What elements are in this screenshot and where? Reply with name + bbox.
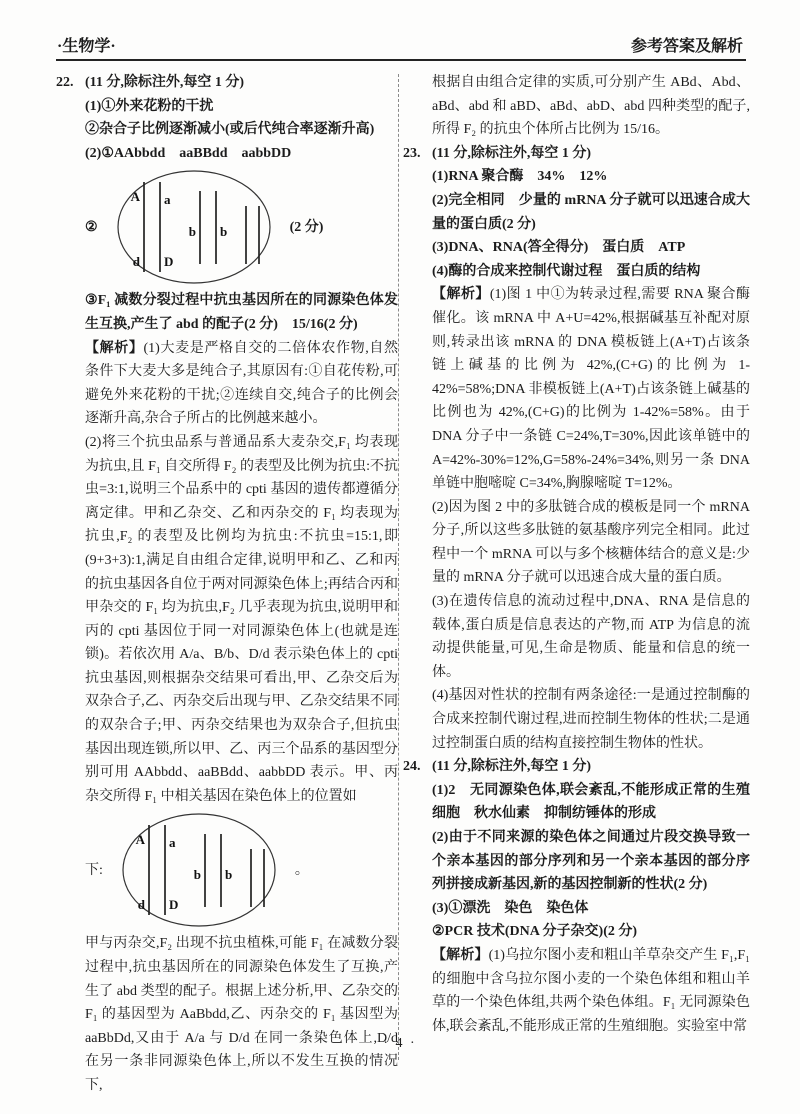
gene-label: a xyxy=(168,835,176,851)
analysis-paragraph: (4)基因对性状的控制有两条途径:一是通过控制酶的合成来控制代谢过程,进而控制生物体的性状;二是通过控制蛋白质的结构直接控制生物体的性状。 xyxy=(432,688,750,751)
gene-label: b xyxy=(224,867,233,883)
analysis-paragraph: (2)将三个抗虫品系与普通品系大麦杂交,F₁ 均表现为抗虫,且 F₁ 自交所得 F₂ 的表型及比例为抗虫:不抗虫=3:1,说明三个品系中的 cpti 基因的遗传都遵循分离定律。甲和乙杂交、乙和丙杂交的 F₁ 均表现为抗虫,F₂ 的表型及比例均为抗虫:不抗虫=15:1,即(9+3+3):1,满足自由组合定律,说明甲和乙、乙和丙的抗虫基因各自位于两对同源染色体上;再结合丙和甲杂交的 F₁ 均为抗虫,F₂ 几乎表现为抗虫,说明甲和丙的 cpti 基因位于同一对同源染色体上(也就是连锁)。若依次用 A/a、B/b、D/d 表示染色体上的 cpti 抗虫基因,则根据杂交结果可看出,甲、乙杂交后为双杂合子,乙、丙杂交后出现与甲、乙杂交结果不同的双杂合子;甲、丙杂交结果也为双杂合子,但抗虫基因出现连锁,所以甲、乙、丙三个品系的基因型分别可用 AAbbdd、aaBBdd、aabbDD 表示。甲、丙杂交所得 F₁ 中相关基因在染色体上的位置如 xyxy=(85,434,398,804)
page-footer xyxy=(0,1036,800,1052)
answer-line: (2)由于不同来源的染色体之间通过片段交换导致一个亲本基因的部分序列和另一个亲本基因的部分序列拼接成新基因,新的基因控制新的性状(2 分) xyxy=(432,830,750,893)
gene-label: a xyxy=(163,192,171,208)
answer-line: (2)①AAbbdd aaBBdd aabbDD xyxy=(85,145,292,161)
analysis-tag: 【解析】 xyxy=(432,947,489,963)
gene-label: b xyxy=(219,224,227,240)
answer-line: ②PCR 技术(DNA 分子杂交)(2 分) xyxy=(432,924,638,940)
analysis-paragraph: (2)因为图 2 中的多肽链合成的模板是同一个 mRNA 分子,所以这些多肽链的氨基酸序列完全相同。此过程中一个 mRNA 可以与多个核糖体结合的意义是:少量的 mRNA 分子就可以迅速合成大量的蛋白质。 xyxy=(432,499,750,586)
answer-line: (1)①外来花粉的干扰 xyxy=(85,98,214,114)
question-number: 24. xyxy=(403,759,421,775)
analysis-paragraph xyxy=(432,944,750,1038)
question-23-heading xyxy=(403,142,750,166)
gene-label: D xyxy=(168,897,179,913)
answer-line: (4)酶的合成来控制代谢过程 蛋白质的结构 xyxy=(432,263,701,279)
analysis-tag: 【解析】 xyxy=(85,340,144,356)
right-column xyxy=(403,71,750,1098)
diagram-score-label: (2 分) xyxy=(289,219,324,235)
cell-diagram-svg xyxy=(105,811,293,929)
score-note: (11 分,除标注外,每空 1 分) xyxy=(85,75,245,90)
gene-label: b xyxy=(193,867,201,883)
diagram-suffix: 。 xyxy=(294,862,309,878)
analysis-text: (1)乌拉尔图小麦和粗山羊草杂交产生 F₁,F₁ 的细胞中含乌拉尔图小麦的一个染色体组和粗山羊草的一个染色体组,共两个染色体组。F₁ 无同源染色体,联会紊乱,不能形成正常的生殖细胞。实验室中常 xyxy=(432,947,750,1034)
answer-line: (3)①漂洗 染色 染色体 xyxy=(432,900,589,916)
left-column xyxy=(56,71,398,1098)
analysis-paragraph: (3)在遗传信息的流动过程中,DNA、RNA 是信息的载体,蛋白质是信息表达的产物,而 ATP 为信息的流动提供能量,可见,生命是物质、能量和信息的统一体。 xyxy=(432,594,750,680)
answer-line: (1)RNA 聚合酶 34% 12% xyxy=(432,169,608,185)
answer-line: (3)DNA、RNA(答全得分) 蛋白质 ATP xyxy=(432,240,686,256)
answer-line: ②杂合子比例逐渐减小(或后代纯合率逐渐升高) xyxy=(85,122,375,138)
answer-line: ③F₁ 减数分裂过程中抗虫基因所在的同源染色体发生互换,产生了 abd 的配子(2 分) 15/16(2 分) xyxy=(85,293,398,332)
question-24-heading xyxy=(403,755,750,779)
question-number: 23. xyxy=(403,145,421,161)
subject-title: ·生物学· xyxy=(57,38,116,55)
question-number: 22. xyxy=(56,75,74,90)
analysis-paragraph xyxy=(85,337,398,431)
score-note: (11 分,除标注外,每空 1 分) xyxy=(432,759,592,775)
gene-label: b xyxy=(188,224,196,240)
gene-label: A xyxy=(130,189,140,205)
diagram-marker: ② xyxy=(85,219,98,235)
gene-label: D xyxy=(163,254,173,270)
cell-diagram-svg xyxy=(100,168,288,286)
analysis-tag: 【解析】 xyxy=(432,287,490,303)
page-number: · 4 · xyxy=(383,1036,417,1051)
cell-diagram-analysis xyxy=(85,811,398,929)
analysis-paragraph xyxy=(432,283,750,495)
gene-label: A xyxy=(135,832,145,848)
gene-label: d xyxy=(132,254,140,270)
analysis-text: (1)大麦是严格自交的二倍体农作物,自然条件下大麦大多是纯合子,其原因有:①自花传粉,可避免外来花粉的干扰;②连续自交,纯合子的比例会逐渐升高,杂合子所占的比例越来越小。 xyxy=(85,340,399,427)
analysis-paragraph: 根据自由组合定律的实质,可分别产生 ABd、Abd、aBd、abd 和 aBD、aBd、abD、abd 四种类型的配子,所得 F₂ 的抗虫个体所占比例为 15/16。 xyxy=(432,75,750,138)
gene-label: d xyxy=(137,897,145,913)
cell-diagram-answer xyxy=(85,168,398,286)
answer-line: (2)完全相同 少量的 mRNA 分子就可以迅速合成大量的蛋白质(2 分) xyxy=(432,192,750,232)
analysis-text: (1)图 1 中①为转录过程,需要 RNA 聚合酶催化。该 mRNA 中 A+U=42%,根据碱基互补配对原则,转录出该 mRNA 的 DNA 模板链上(A+T)占该条链上碱基的比例为 42%,(C+G)的比例为 1-42%=58%;DNA 非模板链上(A+T)占该条链上碱基的比例也为 42%,(C+G)的比例为 1-42%=58%。由于 DNA 分子中一条链 C=24%,T=30%,因此该单链中的 A=42%-30%=12%,G=58%-24%=34%,则另一条 DNA 单链中胞嘧啶 C=34%,胸腺嘧啶 T=12%。 xyxy=(432,287,750,492)
score-note: (11 分,除标注外,每空 1 分) xyxy=(432,145,592,161)
answer-line: (1)2 无同源染色体,联会紊乱,不能形成正常的生殖细胞 秋水仙素 抑制纺锤体的形成 xyxy=(432,782,750,822)
page-header xyxy=(57,33,743,56)
analysis-paragraph: 甲与丙杂交,F₂ 出现不抗虫植株,可能 F₁ 在减数分裂过程中,抗虫基因所在的同源染色体发生了互换,产生了 abd 类型的配子。根据上述分析,甲、乙杂交的 F₁ 的基因型为 AaBbdd,乙、丙杂交的 F₁ 基因型为 aaBbDd,又由于 A/a 与 D/d 在同一条染色体上,D/d 在另一条非同源染色体上,所以不发生互换的情况下, xyxy=(85,936,398,1093)
column-divider xyxy=(398,74,399,1060)
diagram-prefix: 下: xyxy=(85,862,103,878)
header-rule xyxy=(56,59,746,61)
header-right-title: 参考答案及解析 xyxy=(630,38,743,55)
question-22-heading xyxy=(56,71,398,95)
two-column-body xyxy=(56,71,750,1098)
